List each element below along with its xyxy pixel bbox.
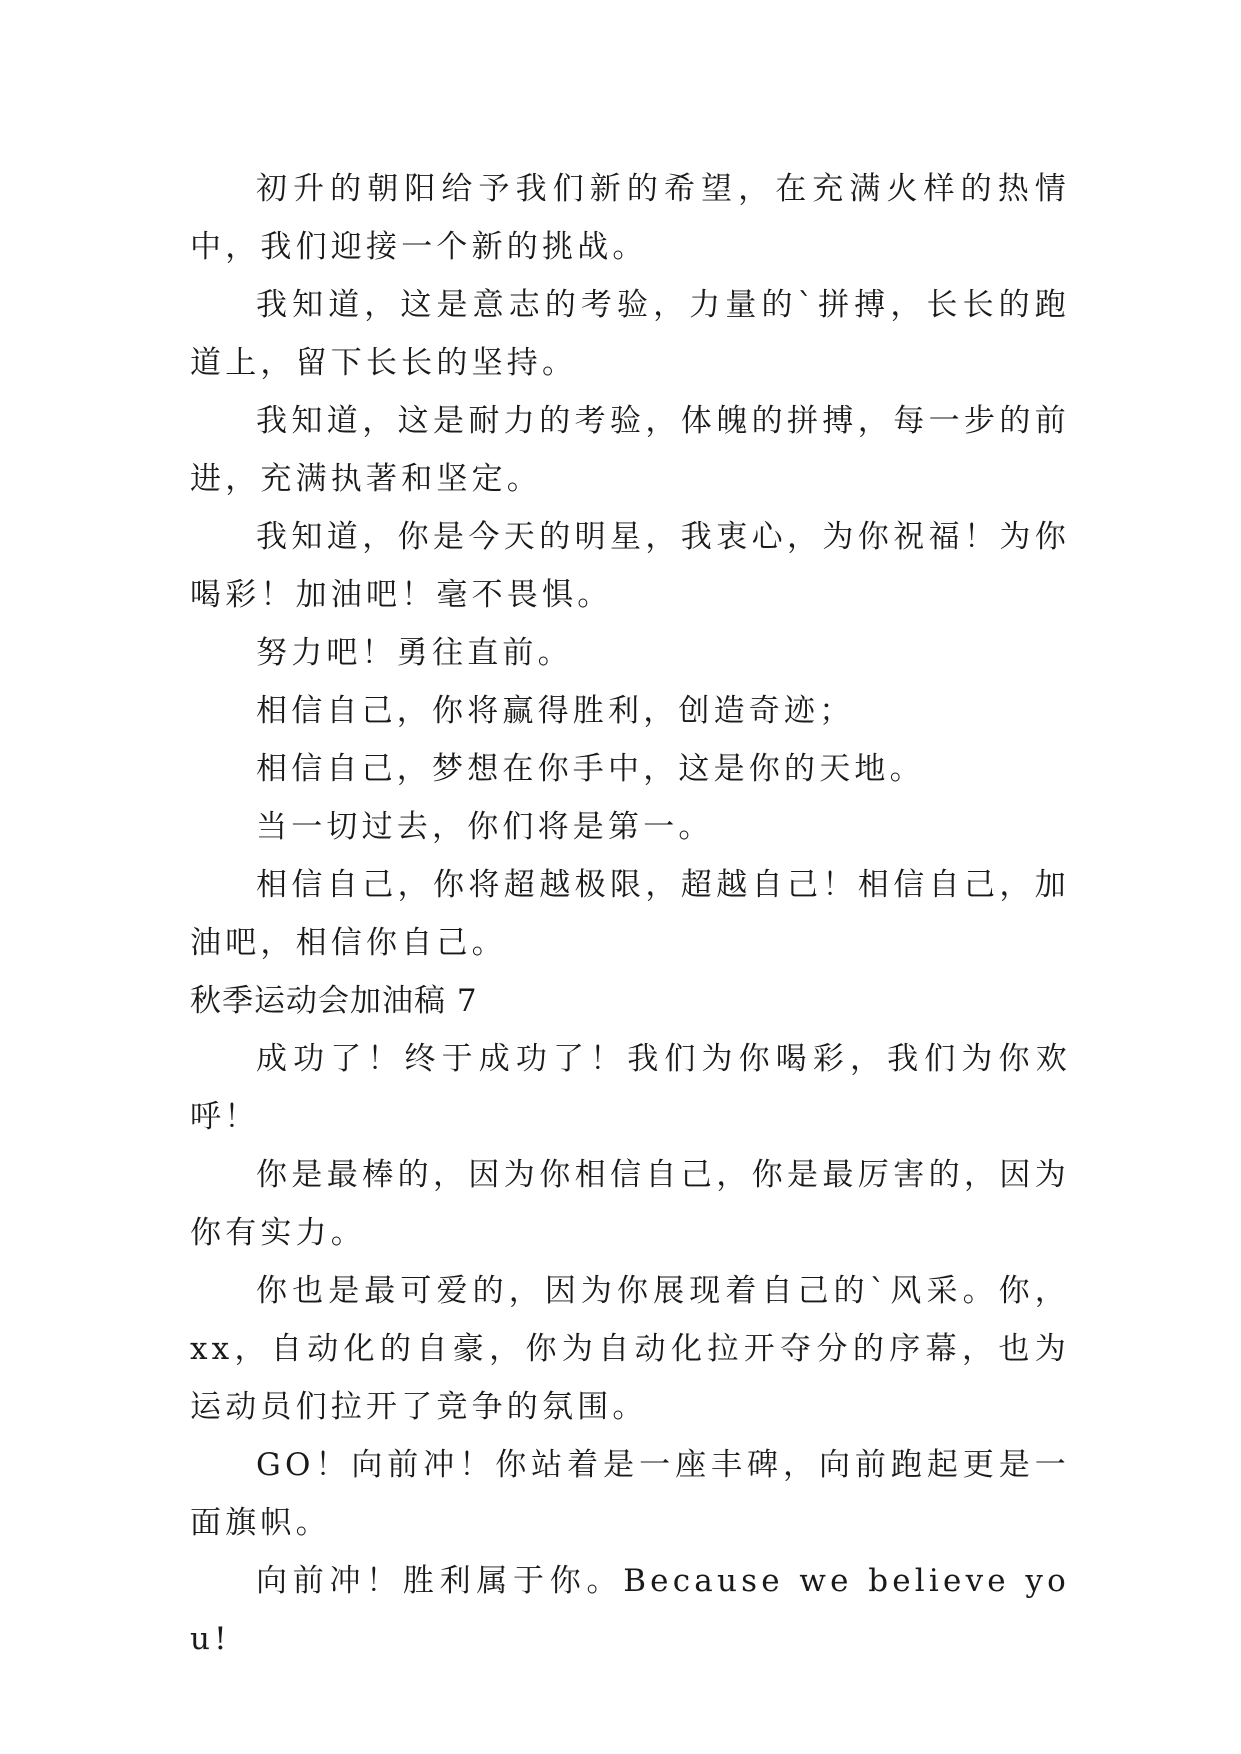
- document-body: [190, 160, 1070, 1668]
- paragraph: 我知道，这是意志的考验，力量的`拼搏，长长的跑道上，留下长长的坚持。: [190, 287, 1070, 381]
- paragraph: 你也是最可爱的，因为你展现着自己的`风采。你，xx，自动化的自豪，你为自动化拉开夺分的序幕，也为运动员们拉开了竞争的氛围。: [190, 1273, 1070, 1425]
- paragraph: 我知道，这是耐力的考验，体魄的拼搏，每一步的前进，充满执著和坚定。: [190, 403, 1070, 497]
- section-title: 秋季运动会加油稿 7: [190, 983, 478, 1019]
- paragraph: 努力吧！勇往直前。: [256, 635, 573, 671]
- paragraph: 初升的朝阳给予我们新的希望，在充满火样的热情中，我们迎接一个新的挑战。: [190, 171, 1070, 265]
- paragraph: GO！向前冲！你站着是一座丰碑，向前跑起更是一面旗帜。: [190, 1447, 1070, 1541]
- paragraph: 相信自己，梦想在你手中，这是你的天地。: [256, 751, 925, 787]
- paragraph: 我知道，你是今天的明星，我衷心，为你祝福！为你喝彩！加油吧！毫不畏惧。: [190, 519, 1070, 613]
- paragraph: 成功了！终于成功了！我们为你喝彩，我们为你欢呼！: [190, 1041, 1070, 1135]
- paragraph: 你是最棒的，因为你相信自己，你是最厉害的，因为你有实力。: [190, 1157, 1070, 1251]
- paragraph: 相信自己，你将赢得胜利，创造奇迹；: [256, 693, 855, 729]
- paragraph: 当一切过去，你们将是第一。: [256, 809, 714, 845]
- paragraph: 相信自己，你将超越极限，超越自己！相信自己，加油吧，相信你自己。: [190, 867, 1070, 961]
- paragraph: 向前冲！胜利属于你。Because we believe you!: [190, 1563, 1070, 1657]
